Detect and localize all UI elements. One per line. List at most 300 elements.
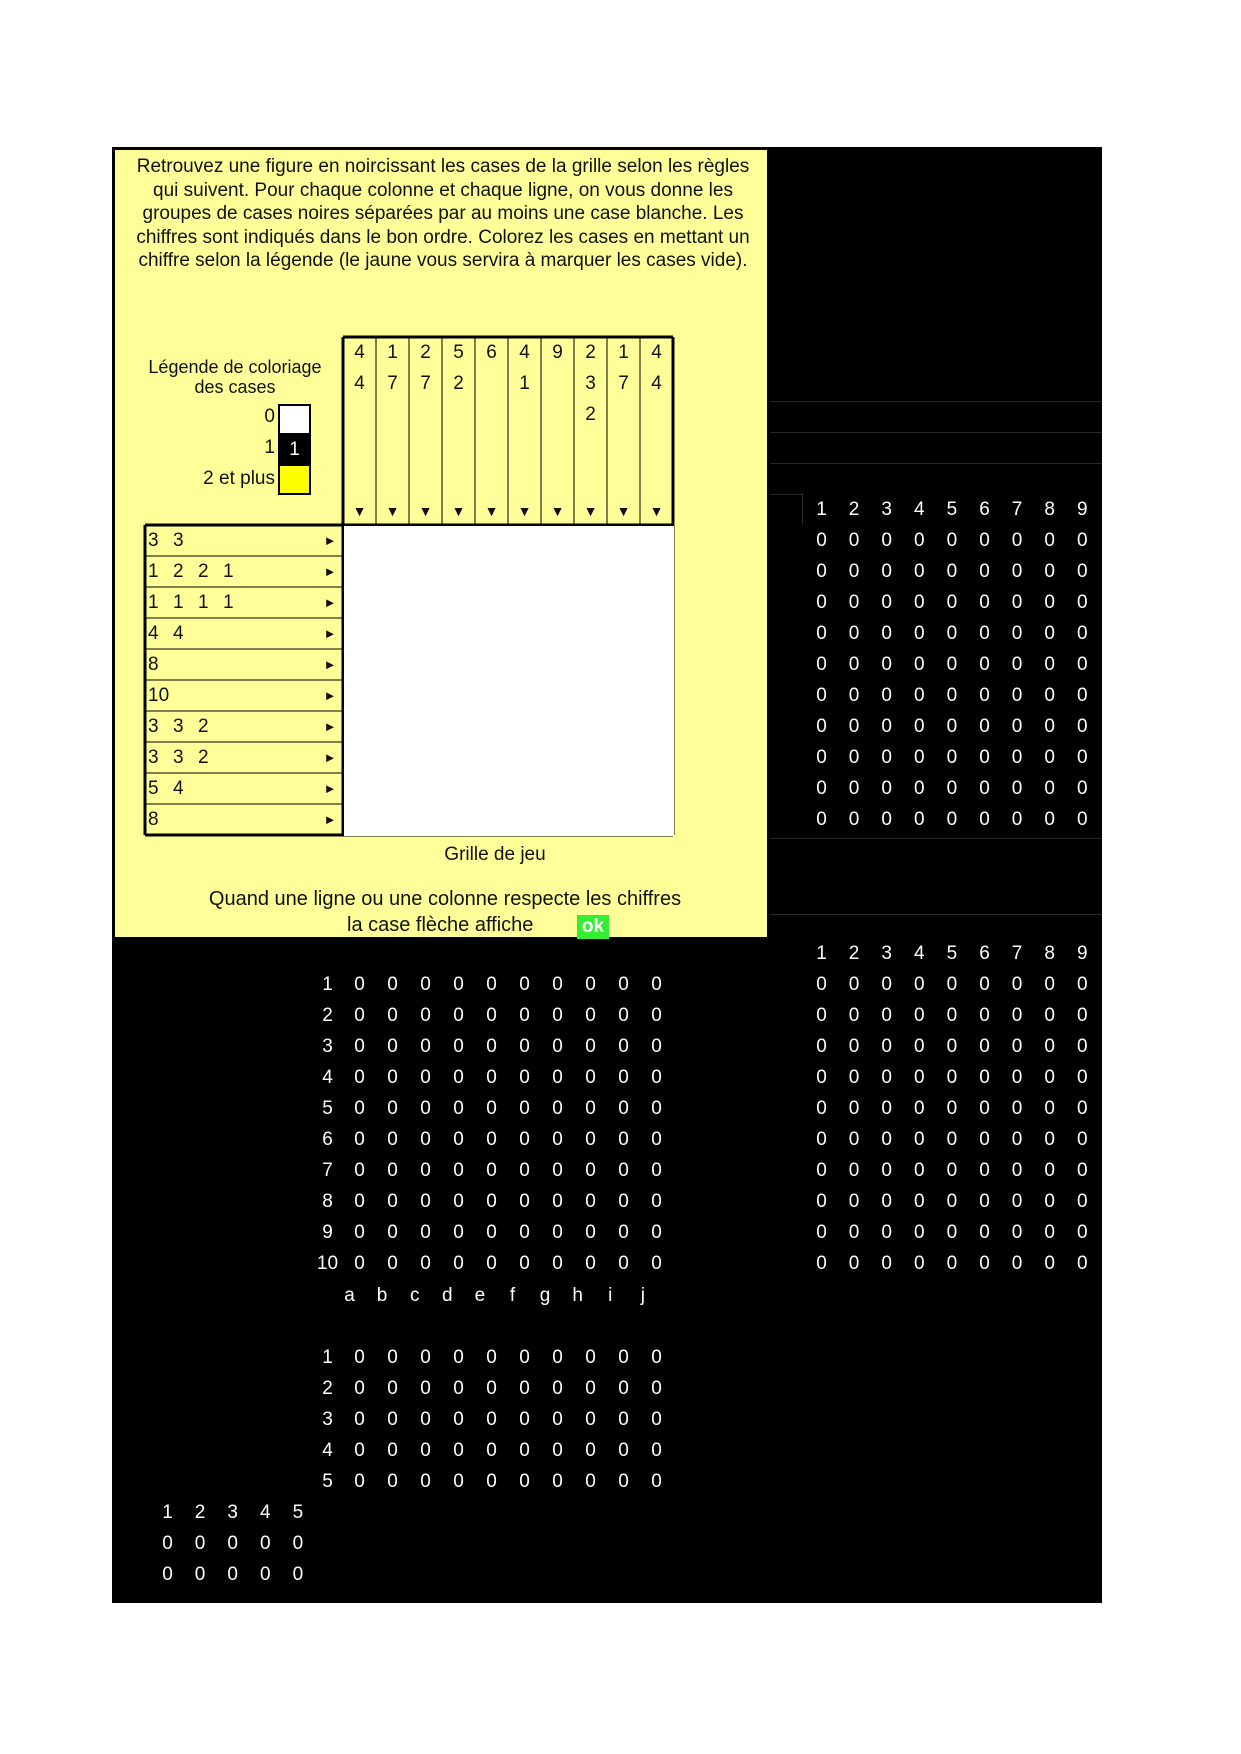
right-table-header: 2 xyxy=(848,499,860,520)
lower-table-value: 0 xyxy=(453,1098,464,1119)
grid-cell[interactable] xyxy=(443,712,476,743)
grid-cell[interactable] xyxy=(344,743,377,774)
small-table-value: 0 xyxy=(260,1564,271,1585)
right-table-value: 0 xyxy=(1011,561,1023,582)
grid-cell[interactable] xyxy=(344,805,377,836)
right-table-value: 0 xyxy=(1077,1222,1088,1243)
right-table-value: 0 xyxy=(1044,716,1055,737)
footer-text-line2: la case flèche affiche xyxy=(347,914,534,936)
right-table-header: 1 xyxy=(816,943,827,964)
right-table-value: 0 xyxy=(1011,623,1023,644)
grid-cell[interactable] xyxy=(476,619,509,650)
grid-cell[interactable] xyxy=(410,650,443,681)
grid-cell[interactable] xyxy=(575,712,608,743)
second-table-value: 0 xyxy=(651,1409,662,1430)
lower-table-row-label: 2 xyxy=(322,1005,333,1026)
grid-cell[interactable] xyxy=(476,743,509,774)
right-table-value: 0 xyxy=(914,1098,925,1119)
row-clue-4 xyxy=(148,618,348,649)
lower-table-value: 0 xyxy=(618,1222,629,1243)
lower-table-value: 0 xyxy=(420,1222,431,1243)
right-table-value: 0 xyxy=(1011,654,1023,675)
right-table-value: 0 xyxy=(946,1191,958,1212)
grid-cell[interactable] xyxy=(509,712,542,743)
grid-cell[interactable] xyxy=(410,588,443,619)
row-clue-number: 1 xyxy=(148,592,159,613)
right-table-value: 0 xyxy=(946,1005,958,1026)
right-table-value: 0 xyxy=(1077,716,1088,737)
row-status-arrow: ► xyxy=(323,595,337,610)
grid-cell[interactable] xyxy=(608,526,641,557)
lower-table-column-letter: b xyxy=(376,1285,388,1306)
grid-cell[interactable] xyxy=(344,650,377,681)
grid-cell[interactable] xyxy=(476,681,509,712)
row-clue-number: 1 xyxy=(148,561,159,582)
grid-cell[interactable] xyxy=(641,805,674,836)
right-table-value: 0 xyxy=(1077,1036,1088,1057)
second-table-value: 0 xyxy=(486,1471,497,1492)
grid-cell[interactable] xyxy=(542,805,575,836)
right-table-value: 0 xyxy=(914,778,925,799)
grid-cell[interactable] xyxy=(608,743,641,774)
right-table-value: 0 xyxy=(816,561,827,582)
grid-cell[interactable] xyxy=(575,619,608,650)
small-table-value: 0 xyxy=(292,1564,304,1585)
second-table-value: 0 xyxy=(387,1378,398,1399)
grid-cell[interactable] xyxy=(641,557,674,588)
right-table-value: 0 xyxy=(1044,809,1055,830)
grid-cell[interactable] xyxy=(509,774,542,805)
right-table-value: 0 xyxy=(881,1160,892,1181)
right-table-value: 0 xyxy=(1044,747,1055,768)
small-table-value: 0 xyxy=(162,1564,173,1585)
grid-cell[interactable] xyxy=(377,619,410,650)
grid-cell[interactable] xyxy=(575,805,608,836)
row-clue-6 xyxy=(148,680,348,711)
grid-cell[interactable] xyxy=(575,557,608,588)
right-table-value: 0 xyxy=(979,1253,990,1274)
grid-cell[interactable] xyxy=(344,557,377,588)
grid-cell[interactable] xyxy=(344,526,377,557)
grid-cell[interactable] xyxy=(509,526,542,557)
right-table-value: 0 xyxy=(914,1222,925,1243)
lower-table-value: 0 xyxy=(651,1005,662,1026)
grid-cell[interactable] xyxy=(410,557,443,588)
grid-cell[interactable] xyxy=(476,588,509,619)
grid-cell[interactable] xyxy=(509,650,542,681)
right-table-value: 0 xyxy=(1077,974,1088,995)
right-table-value: 0 xyxy=(848,561,860,582)
right-table-value: 0 xyxy=(816,1191,827,1212)
lower-table-row-label: 7 xyxy=(322,1160,333,1181)
grid-cell[interactable] xyxy=(410,743,443,774)
right-table-header: 4 xyxy=(914,943,925,964)
right-table-value: 0 xyxy=(1044,1067,1055,1088)
lower-table-column-letter: i xyxy=(608,1285,613,1306)
lower-table-value: 0 xyxy=(486,1036,497,1057)
grid-cell[interactable] xyxy=(443,557,476,588)
grid-cell[interactable] xyxy=(542,588,575,619)
grid-cell[interactable] xyxy=(608,557,641,588)
right-table-value: 0 xyxy=(848,1067,860,1088)
right-table-value: 0 xyxy=(1044,623,1055,644)
grid-cell[interactable] xyxy=(608,588,641,619)
grid-cell[interactable] xyxy=(509,557,542,588)
right-table-value: 0 xyxy=(881,1222,892,1243)
lower-table-value: 0 xyxy=(651,1036,662,1057)
right-table-value: 0 xyxy=(946,716,958,737)
grid-cell[interactable] xyxy=(575,588,608,619)
right-table-value: 0 xyxy=(946,592,958,613)
small-table-value: 0 xyxy=(162,1533,173,1554)
right-table-header: 5 xyxy=(946,499,958,520)
grid-cell[interactable] xyxy=(377,557,410,588)
right-table-value: 0 xyxy=(881,623,892,644)
grid-cell[interactable] xyxy=(410,526,443,557)
right-table-value: 0 xyxy=(946,1098,958,1119)
grid-cell[interactable] xyxy=(542,526,575,557)
row-clue-number: 5 xyxy=(148,778,159,799)
small-table-value: 0 xyxy=(292,1533,304,1554)
right-table-value: 0 xyxy=(881,1036,892,1057)
grid-cell[interactable] xyxy=(509,619,542,650)
right-table-value: 0 xyxy=(914,1160,925,1181)
small-table-value: 0 xyxy=(227,1533,238,1554)
second-table-value: 0 xyxy=(618,1409,629,1430)
row-clue-number: 1 xyxy=(173,592,184,613)
right-table-value: 0 xyxy=(848,974,860,995)
separator-line xyxy=(770,401,1102,402)
second-table-value: 0 xyxy=(486,1409,497,1430)
right-table-value: 0 xyxy=(848,747,860,768)
grid-cell[interactable] xyxy=(641,526,674,557)
right-table-value: 0 xyxy=(816,809,827,830)
small-table-header: 4 xyxy=(260,1502,271,1523)
grid-cell[interactable] xyxy=(641,774,674,805)
small-table-header: 3 xyxy=(227,1502,238,1523)
grid-cell[interactable] xyxy=(608,619,641,650)
right-table-value: 0 xyxy=(816,1253,827,1274)
right-table-value: 0 xyxy=(816,716,827,737)
lower-table-value: 0 xyxy=(387,974,398,995)
column-clue-number: 2 xyxy=(420,342,431,363)
right-table-value: 0 xyxy=(881,716,892,737)
lower-table-value: 0 xyxy=(387,1191,398,1212)
legend-swatch-black: 1 xyxy=(278,434,311,465)
right-table-value: 0 xyxy=(1077,1098,1088,1119)
right-table-value: 0 xyxy=(848,1005,860,1026)
column-clue-number: 3 xyxy=(585,373,596,394)
grid-cell[interactable] xyxy=(509,681,542,712)
lower-table-value: 0 xyxy=(420,974,431,995)
grid-cell[interactable] xyxy=(410,681,443,712)
right-table-value: 0 xyxy=(1044,1005,1055,1026)
grid-cell[interactable] xyxy=(542,650,575,681)
grid-cell[interactable] xyxy=(608,805,641,836)
grid-cell[interactable] xyxy=(641,743,674,774)
grid-cell[interactable] xyxy=(509,805,542,836)
lower-table-value: 0 xyxy=(552,1160,563,1181)
lower-table-value: 0 xyxy=(618,1160,629,1181)
grid-cell[interactable] xyxy=(443,743,476,774)
row-clue-2 xyxy=(148,556,348,587)
second-table-value: 0 xyxy=(420,1378,431,1399)
lower-table-value: 0 xyxy=(387,1098,398,1119)
right-table-header: 6 xyxy=(979,499,990,520)
row-clue-number: 4 xyxy=(173,778,184,799)
second-table-row-label: 4 xyxy=(322,1440,333,1461)
grid-cell[interactable] xyxy=(377,526,410,557)
right-table-value: 0 xyxy=(1011,1036,1023,1057)
small-table-header: 2 xyxy=(194,1502,206,1523)
right-table-value: 0 xyxy=(1044,561,1055,582)
right-table-header: 5 xyxy=(946,943,958,964)
column-clue-number: 1 xyxy=(387,342,398,363)
grid-cell[interactable] xyxy=(377,743,410,774)
lower-table-value: 0 xyxy=(585,1253,596,1274)
grid-cell[interactable] xyxy=(344,619,377,650)
lower-table-value: 0 xyxy=(453,974,464,995)
right-table-value: 0 xyxy=(914,530,925,551)
grid-cell[interactable] xyxy=(542,681,575,712)
right-table-value: 0 xyxy=(946,747,958,768)
row-clue-number: 8 xyxy=(148,809,159,830)
grid-cell[interactable] xyxy=(344,588,377,619)
grid-cell[interactable] xyxy=(410,619,443,650)
row-status-arrow: ► xyxy=(323,719,337,734)
lower-table-value: 0 xyxy=(453,1005,464,1026)
grid-cell[interactable] xyxy=(410,774,443,805)
second-table-row-label: 3 xyxy=(322,1409,333,1430)
right-table-value: 0 xyxy=(979,1098,990,1119)
right-table-header: 7 xyxy=(1011,943,1023,964)
lower-table-value: 0 xyxy=(552,1005,563,1026)
lower-table-value: 0 xyxy=(387,1129,398,1150)
second-table-value: 0 xyxy=(585,1440,596,1461)
second-table-value: 0 xyxy=(354,1409,365,1430)
grid-cell[interactable] xyxy=(443,805,476,836)
right-table-value: 0 xyxy=(1077,1067,1088,1088)
second-table-value: 0 xyxy=(585,1347,596,1368)
grid-cell[interactable] xyxy=(542,557,575,588)
grid-cell[interactable] xyxy=(443,526,476,557)
lower-table-value: 0 xyxy=(585,1129,596,1150)
lower-table-value: 0 xyxy=(420,1160,431,1181)
second-table-value: 0 xyxy=(651,1378,662,1399)
grid-cell[interactable] xyxy=(443,650,476,681)
column-status-arrow: ▼ xyxy=(517,503,532,519)
grid-cell[interactable] xyxy=(476,526,509,557)
grid-cell[interactable] xyxy=(377,588,410,619)
grid-cell[interactable] xyxy=(476,712,509,743)
second-table-value: 0 xyxy=(354,1440,365,1461)
column-status-arrow: ▼ xyxy=(484,503,499,519)
second-table-value: 0 xyxy=(552,1409,563,1430)
lower-table-value: 0 xyxy=(453,1253,464,1274)
second-table-value: 0 xyxy=(387,1471,398,1492)
right-table-value: 0 xyxy=(979,530,990,551)
second-table-value: 0 xyxy=(420,1409,431,1430)
grid-cell[interactable] xyxy=(509,588,542,619)
grid-cell[interactable] xyxy=(608,774,641,805)
lower-table-value: 0 xyxy=(618,1253,629,1274)
grid-cell[interactable] xyxy=(641,619,674,650)
row-clue-number: 3 xyxy=(148,716,159,737)
right-table-value: 0 xyxy=(1011,974,1023,995)
grid-cell[interactable] xyxy=(377,650,410,681)
row-clue-number: 2 xyxy=(198,561,209,582)
right-table-value: 0 xyxy=(914,685,925,706)
grid-cell[interactable] xyxy=(344,774,377,805)
grid-cell[interactable] xyxy=(377,712,410,743)
lower-table-value: 0 xyxy=(552,1253,563,1274)
right-table-header: 4 xyxy=(914,499,925,520)
grid-cell[interactable] xyxy=(542,743,575,774)
right-table-value: 0 xyxy=(946,809,958,830)
grid-cell[interactable] xyxy=(410,712,443,743)
lower-table-value: 0 xyxy=(486,974,497,995)
right-table-value: 0 xyxy=(1011,747,1023,768)
lower-table-row-label: 9 xyxy=(322,1222,333,1243)
separator-line xyxy=(770,463,1102,464)
grid-cell[interactable] xyxy=(608,650,641,681)
legend-title: Légende de coloriage des cases xyxy=(148,357,322,397)
row-clue-number: 3 xyxy=(173,716,184,737)
second-table-value: 0 xyxy=(387,1440,398,1461)
grid-cell[interactable] xyxy=(377,681,410,712)
lower-table-row-label: 10 xyxy=(316,1253,339,1274)
lower-table-value: 0 xyxy=(519,974,530,995)
right-table-value: 0 xyxy=(881,778,892,799)
lower-table-value: 0 xyxy=(486,1005,497,1026)
column-status-arrow: ▼ xyxy=(451,503,466,519)
grid-cell[interactable] xyxy=(344,681,377,712)
grid-cell[interactable] xyxy=(641,588,674,619)
grid-cell[interactable] xyxy=(542,774,575,805)
right-table-value: 0 xyxy=(946,1222,958,1243)
column-clue-5 xyxy=(476,337,507,527)
row-clue-number: 3 xyxy=(173,530,184,551)
second-table-value: 0 xyxy=(354,1347,365,1368)
right-table-value: 0 xyxy=(979,654,990,675)
grid-cell[interactable] xyxy=(443,619,476,650)
grid-cell[interactable] xyxy=(641,650,674,681)
grid-cell[interactable] xyxy=(575,681,608,712)
grid-cell[interactable] xyxy=(377,774,410,805)
lower-table-value: 0 xyxy=(420,1005,431,1026)
grid-cell[interactable] xyxy=(443,588,476,619)
right-table-value: 0 xyxy=(946,1253,958,1274)
lower-table-value: 0 xyxy=(354,1129,365,1150)
column-clue-number: 4 xyxy=(354,373,365,394)
lower-table-value: 0 xyxy=(354,1098,365,1119)
right-table-value: 0 xyxy=(1011,685,1023,706)
lower-table-value: 0 xyxy=(354,1191,365,1212)
right-table-value: 0 xyxy=(946,1067,958,1088)
grid-cell[interactable] xyxy=(641,681,674,712)
right-table-value: 0 xyxy=(1011,716,1023,737)
column-clue-number: 2 xyxy=(585,342,596,363)
second-table-value: 0 xyxy=(420,1440,431,1461)
grid-cell[interactable] xyxy=(575,743,608,774)
column-clue-8 xyxy=(575,337,606,527)
right-table-value: 0 xyxy=(816,1098,827,1119)
grid-cell[interactable] xyxy=(476,650,509,681)
lower-table-value: 0 xyxy=(354,1005,365,1026)
grid-cell[interactable] xyxy=(641,712,674,743)
right-table-value: 0 xyxy=(979,747,990,768)
lower-table-value: 0 xyxy=(651,974,662,995)
lower-table-value: 0 xyxy=(552,1222,563,1243)
lower-table-column-letter: e xyxy=(474,1285,486,1306)
right-table-value: 0 xyxy=(1077,809,1088,830)
grid-cell[interactable] xyxy=(476,557,509,588)
right-table-value: 0 xyxy=(881,561,892,582)
lower-table-value: 0 xyxy=(354,1253,365,1274)
right-table-value: 0 xyxy=(881,1067,892,1088)
column-clue-number: 5 xyxy=(453,342,464,363)
right-table-value: 0 xyxy=(1011,778,1023,799)
grid-cell[interactable] xyxy=(608,712,641,743)
grid-cell[interactable] xyxy=(344,712,377,743)
right-table-value: 0 xyxy=(881,685,892,706)
grid-cell[interactable] xyxy=(575,650,608,681)
second-table-value: 0 xyxy=(486,1378,497,1399)
second-table-value: 0 xyxy=(420,1471,431,1492)
lower-table-value: 0 xyxy=(585,1222,596,1243)
grid-cell[interactable] xyxy=(542,712,575,743)
column-status-arrow: ▼ xyxy=(352,503,367,519)
grid-cell[interactable] xyxy=(608,681,641,712)
right-table-header: 2 xyxy=(848,943,860,964)
grid-cell[interactable] xyxy=(377,805,410,836)
grid-cell[interactable] xyxy=(509,743,542,774)
grid-cell[interactable] xyxy=(476,774,509,805)
right-table-value: 0 xyxy=(979,1129,990,1150)
right-table-header: 7 xyxy=(1011,499,1023,520)
right-table-value: 0 xyxy=(1044,592,1055,613)
row-clue-number: 2 xyxy=(173,561,184,582)
lower-table-value: 0 xyxy=(552,1036,563,1057)
lower-table-value: 0 xyxy=(618,1191,629,1212)
column-clue-6 xyxy=(509,337,540,527)
second-table-row-label: 2 xyxy=(322,1378,333,1399)
lower-table-value: 0 xyxy=(651,1098,662,1119)
small-table-value: 0 xyxy=(260,1533,271,1554)
second-table-value: 0 xyxy=(552,1440,563,1461)
right-table-value: 0 xyxy=(848,1191,860,1212)
grid-cell[interactable] xyxy=(443,681,476,712)
separator-line xyxy=(770,494,802,495)
grid-cell[interactable] xyxy=(575,526,608,557)
lower-table-value: 0 xyxy=(453,1067,464,1088)
lower-table-value: 0 xyxy=(420,1098,431,1119)
lower-table-value: 0 xyxy=(519,1129,530,1150)
grid-cell[interactable] xyxy=(476,805,509,836)
right-table-value: 0 xyxy=(914,974,925,995)
right-table-value: 0 xyxy=(979,1160,990,1181)
grid-cell[interactable] xyxy=(542,619,575,650)
grid-cell[interactable] xyxy=(575,774,608,805)
right-table-value: 0 xyxy=(1077,623,1088,644)
grid-cell[interactable] xyxy=(443,774,476,805)
lower-table-value: 0 xyxy=(585,1160,596,1181)
grid-cell[interactable] xyxy=(410,805,443,836)
right-table-value: 0 xyxy=(946,623,958,644)
column-clue-number: 4 xyxy=(651,373,662,394)
right-table-value: 0 xyxy=(1077,592,1088,613)
row-status-arrow: ► xyxy=(323,626,337,641)
